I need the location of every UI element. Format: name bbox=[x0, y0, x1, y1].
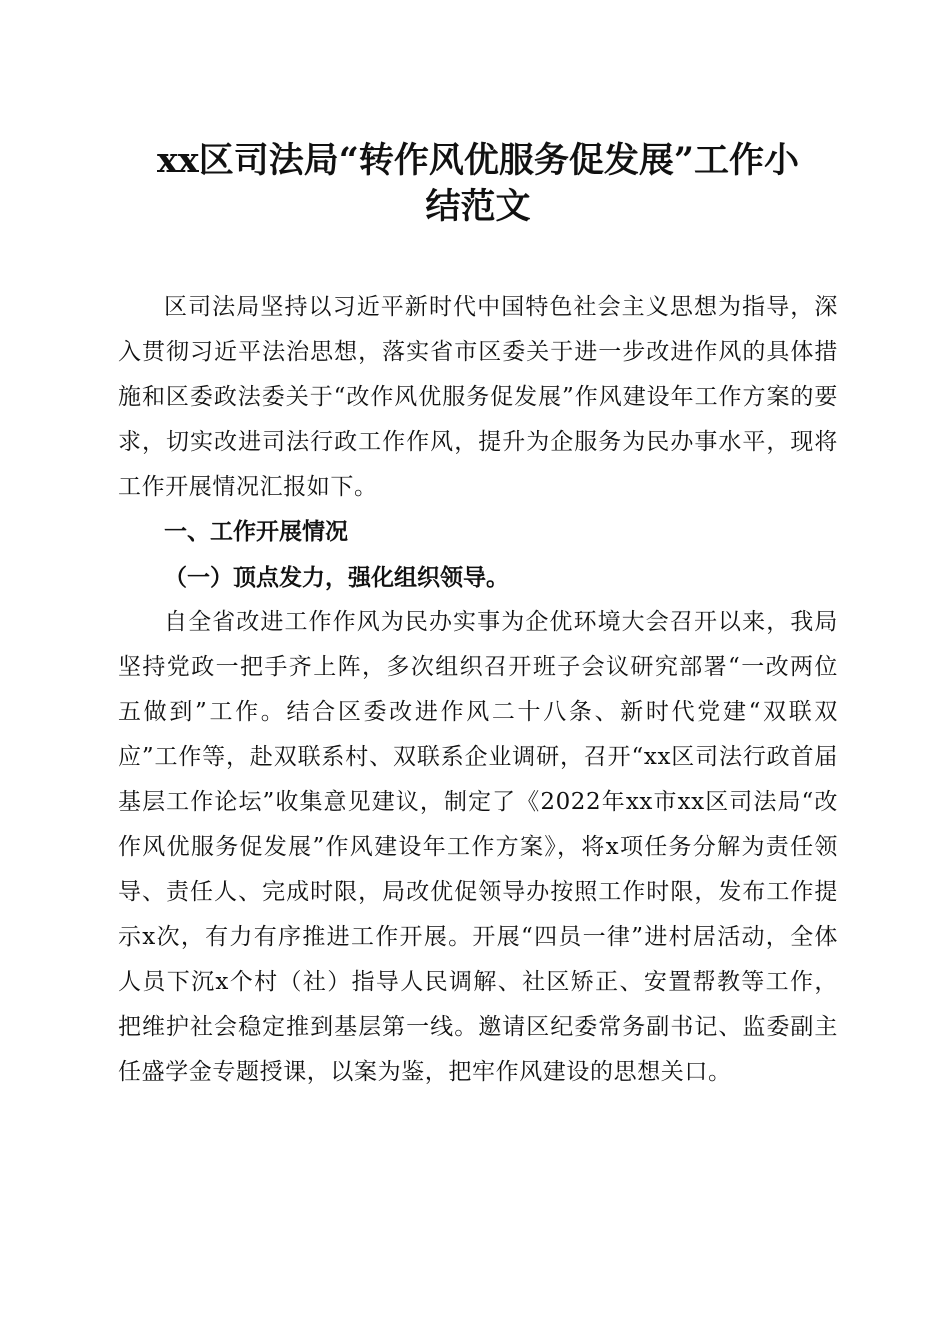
section-heading: 一、工作开展情况 bbox=[164, 519, 348, 545]
intro-paragraph: 区司法局坚持以习近平新时代中国特色社会主义思想为指导，深入贯彻习近平法治思想，落实省市区委关于进一步改进作风的具体措施和区委政法委关于“改作风优服务促发展”作风建设年工作方案的要求，切实改进司法行政工作作风，提升为企服务为民办事水平，现将工作开展情况汇报如下。 bbox=[118, 294, 838, 500]
subsection-paragraph: 自全省改进工作作风为民办实事为企优环境大会召开以来，我局坚持党政一把手齐上阵，多次组织召开班子会议研究部署“一改两位五做到”工作。结合区委改进作风二十八条、新时代党建“双联双应”工作等，赴双联系村、双联系企业调研，召开“xx区司法行政首届基层工作论坛”收集意见建议，制定了《2022年xx市xx区司法局“改作风优服务促发展”作风建设年工作方案》，将x项任务分解为责任领导、责任人、完成时限，局改优促领导办按照工作时限，发布工作提示x次，有力有序推进工作开展。开展“四员一律”进村居活动，全体人员下沉x个村（社）指导人民调解、社区矫正、安置帮教等工作，把维护社会稳定推到基层第一线。邀请区纪委常务副书记、监委副主任盛学金专题授课，以案为鉴，把牢作风建设的思想关口。 bbox=[118, 609, 838, 1085]
document-page bbox=[118, 138, 838, 1095]
title-line-2: 结范文 bbox=[425, 186, 531, 227]
document-body bbox=[118, 285, 838, 1095]
subsection-heading: （一）顶点发力，强化组织领导。 bbox=[164, 564, 509, 591]
document-title bbox=[118, 138, 838, 230]
title-line-1: xx区司法局“转作风优服务促发展”工作小 bbox=[157, 140, 799, 181]
